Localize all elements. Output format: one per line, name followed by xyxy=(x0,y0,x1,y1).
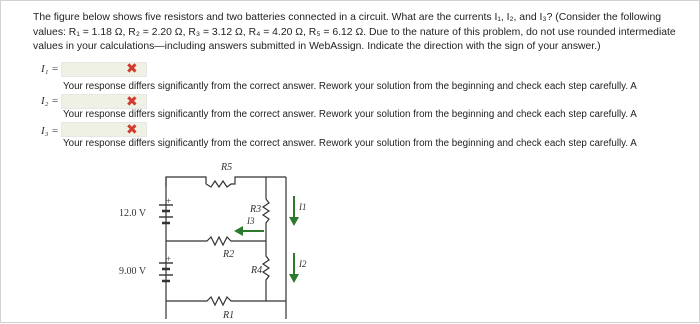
current-label-i2: I2 xyxy=(299,259,307,269)
answer-label-i1: I₁ = xyxy=(41,63,59,75)
battery-label-12v: 12.0 V xyxy=(119,208,147,219)
incorrect-x-icon: ✖ xyxy=(126,121,138,137)
current-label-i1: I1 xyxy=(299,202,307,212)
plus-sign: + xyxy=(166,254,172,264)
plus-sign: + xyxy=(166,196,172,206)
circuit-diagram xyxy=(1,1,700,324)
incorrect-x-icon: ✖ xyxy=(126,60,138,76)
answer-label-i2: I₂ = xyxy=(41,95,59,107)
resistor-label-r4: R4 xyxy=(251,265,263,276)
battery-label-9v: 9.00 V xyxy=(119,266,147,277)
resistor-label-r1: R1 xyxy=(223,310,235,321)
feedback-text-i3: Your response differs significantly from the correct answer. Rework your solution from the beginning and check each step carefully. A xyxy=(63,138,637,149)
resistor-label-r2: R2 xyxy=(223,249,235,260)
feedback-text-i2: Your response differs significantly from the correct answer. Rework your solution from the beginning and check each step carefully. A xyxy=(63,109,637,120)
answer-label-i3: I₃ = xyxy=(41,125,59,137)
feedback-text-i1: Your response differs significantly from the correct answer. Rework your solution from the beginning and check each step carefully. A xyxy=(63,81,637,92)
incorrect-x-icon: ✖ xyxy=(126,93,138,109)
current-label-i3: I3 xyxy=(247,216,255,226)
resistor-label-r5: R5 xyxy=(221,162,233,173)
question-text: The figure below shows five resistors and two batteries connected in a circuit. What are the currents I₁, I₂, and I₃? (Consider the following values: R₁ = 1.18 Ω, R₂ = 2.20 Ω, R₃ = 3.12 Ω, R₄ = 4.20 Ω, R₅ = 6.12 Ω. Due to the nature of this problem, do not use rounded intermediate values in your calculations—including answers submitted in WebAssign. Indicate the direction with the sign of your answer.) xyxy=(33,12,676,52)
resistor-label-r3: R3 xyxy=(250,204,262,215)
